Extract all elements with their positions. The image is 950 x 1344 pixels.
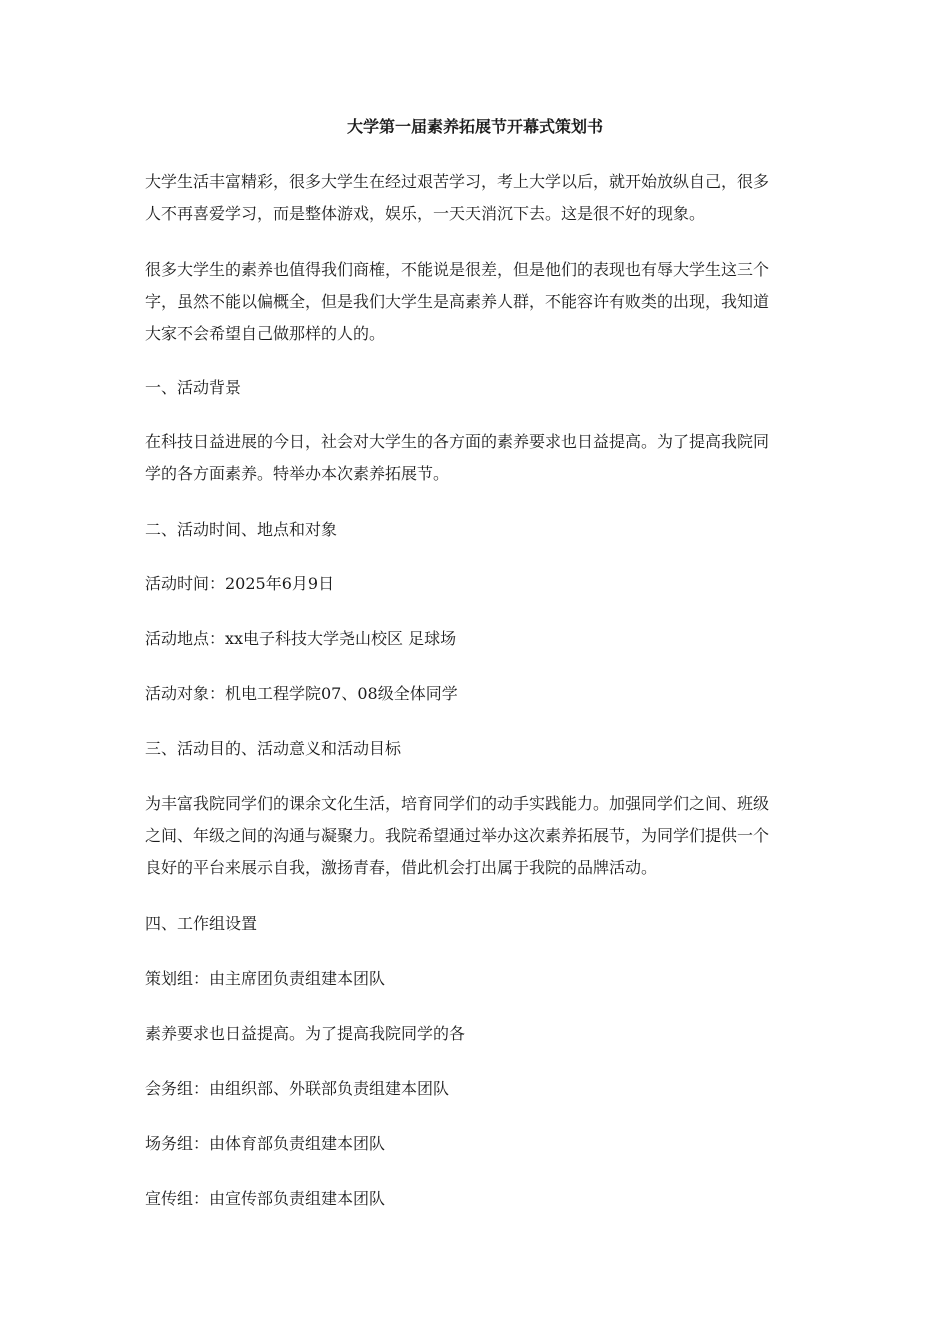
text-line: 大家不会希望自己做那样的人的。: [145, 324, 386, 343]
paragraph-purpose: [145, 788, 805, 884]
section-heading-background: [145, 372, 805, 404]
heading-line: 三、活动目的、活动意义和活动目标: [145, 739, 402, 758]
section-heading-purpose: [145, 733, 805, 765]
text-line: 活动时间：2025年6月9日: [145, 574, 335, 593]
text-line: 素养要求也日益提高。为了提高我院同学的各: [145, 1024, 466, 1043]
heading-line: 四、工作组设置: [145, 914, 258, 933]
paragraph-intro-2: [145, 254, 805, 350]
activity-place: [145, 623, 805, 655]
section-heading-workgroups: [145, 908, 805, 940]
text-line: 人不再喜爱学习，而是整体游戏，娱乐，一天天消沉下去。这是很不好的现象。: [145, 204, 706, 223]
document-title: 大学第一届素养拓展节开幕式策划书: [346, 117, 603, 136]
text-line: 为丰富我院同学们的课余文化生活，培育同学们的动手实践能力。加强同学们之间、班级: [145, 794, 770, 813]
text-line: 活动地点：xx电子科技大学尧山校区 足球场: [145, 629, 457, 648]
text-line: 字，虽然不能以偏概全，但是我们大学生是高素养人群，不能容许有败类的出现，我知道: [145, 292, 770, 311]
workgroup-publicity: [145, 1183, 805, 1215]
workgroup-affairs: [145, 1073, 805, 1105]
text-line: 之间、年级之间的沟通与凝聚力。我院希望通过举办这次素养拓展节，为同学们提供一个: [145, 826, 770, 845]
heading-line: 二、活动时间、地点和对象: [145, 520, 338, 539]
text-fragment: [145, 1018, 805, 1050]
section-heading-time-place: [145, 514, 805, 546]
text-line: 场务组：由体育部负责组建本团队: [145, 1134, 386, 1153]
text-line: 学的各方面素养。特举办本次素养拓展节。: [145, 464, 450, 483]
text-line: 策划组：由主席团负责组建本团队: [145, 969, 386, 988]
text-line: 活动对象：机电工程学院07、08级全体同学: [145, 684, 458, 703]
workgroup-planning: [145, 963, 805, 995]
workgroup-venue: [145, 1128, 805, 1160]
heading-line: 一、活动背景: [145, 378, 242, 397]
text-line: 良好的平台来展示自我，激扬青春，借此机会打出属于我院的品牌活动。: [145, 858, 658, 877]
text-line: 大学生活丰富精彩，很多大学生在经过艰苦学习，考上大学以后，就开始放纵自己，很多: [145, 172, 770, 191]
activity-time: [145, 568, 805, 600]
activity-audience: [145, 678, 805, 710]
paragraph-background: [145, 426, 805, 490]
paragraph-intro-1: [145, 166, 805, 230]
text-line: 在科技日益进展的今日，社会对大学生的各方面的素养要求也日益提高。为了提高我院同: [145, 432, 770, 451]
text-line: 宣传组：由宣传部负责组建本团队: [145, 1189, 386, 1208]
text-line: 会务组：由组织部、外联部负责组建本团队: [145, 1079, 450, 1098]
text-line: 很多大学生的素养也值得我们商榷，不能说是很差，但是他们的表现也有辱大学生这三个: [145, 260, 770, 279]
